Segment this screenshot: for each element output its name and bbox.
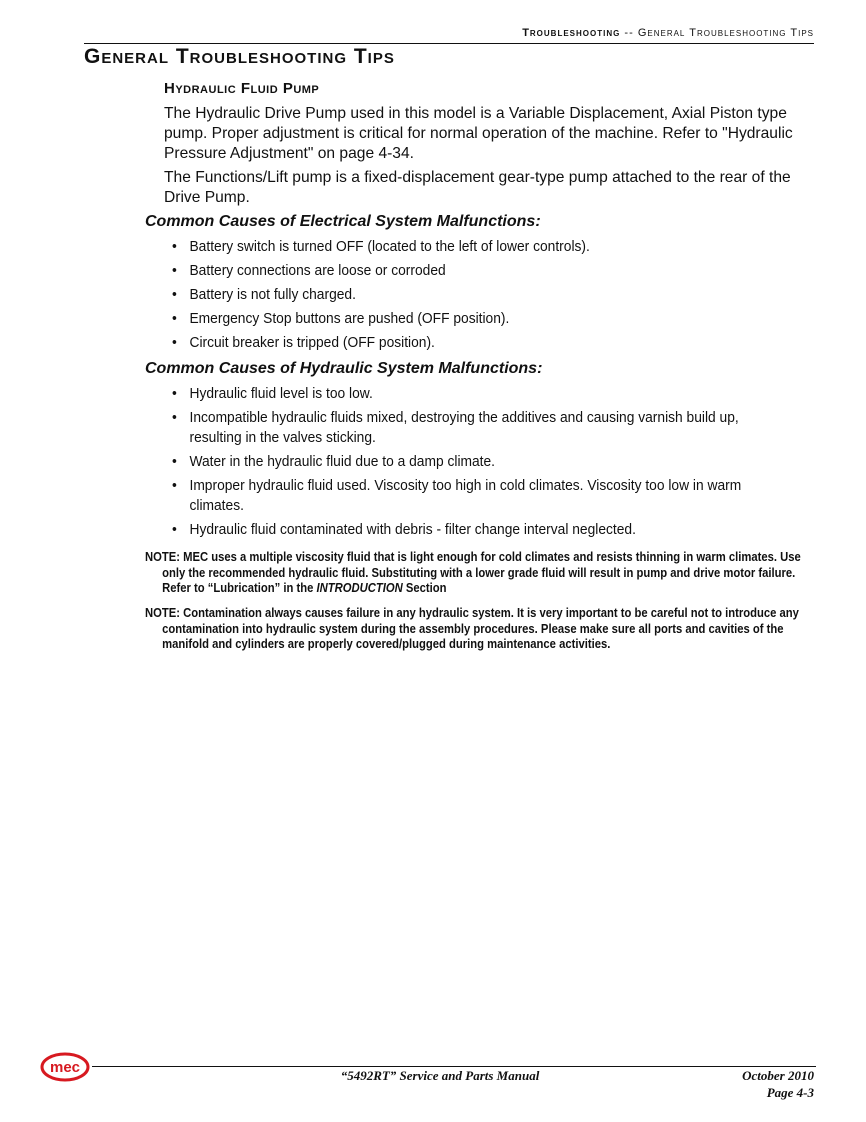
list-item: • Hydraulic fluid contaminated with debris - filter change interval neglected. bbox=[172, 520, 770, 540]
footer-rule bbox=[92, 1066, 816, 1067]
note-text-end: Section bbox=[402, 581, 447, 596]
list-item: • Hydraulic fluid level is too low. bbox=[172, 384, 770, 404]
list-item: • Circuit breaker is tripped (OFF position). bbox=[172, 333, 770, 353]
list-item: • Emergency Stop buttons are pushed (OFF position). bbox=[172, 309, 770, 329]
pump-paragraph-1: The Hydraulic Drive Pump used in this model is a Variable Displacement, Axial Piston type pump. Proper adjustment is critical for normal operation of the machine. Refer to "Hydraulic Pressure Adjustment" on page 4-34. bbox=[164, 105, 793, 162]
mec-logo-icon bbox=[40, 1052, 90, 1082]
section-heading-hydraulic-fluid-pump: Hydraulic Fluid Pump bbox=[164, 80, 320, 97]
note-contamination bbox=[145, 606, 817, 653]
pump-paragraph-2: The Functions/Lift pump is a fixed-displacement gear-type pump attached to the rear of the Drive Pump. bbox=[164, 169, 791, 206]
footer-page-number: Page 4-3 bbox=[766, 1085, 814, 1100]
electrical-causes-heading: Common Causes of Electrical System Malfunctions: bbox=[145, 213, 541, 230]
header-rule bbox=[84, 43, 814, 44]
page-title: General Troubleshooting Tips bbox=[84, 45, 395, 68]
list-item: • Improper hydraulic fluid used. Viscosity too high in cold climates. Viscosity too low in warm climates. bbox=[172, 476, 770, 516]
note-viscosity bbox=[145, 550, 817, 597]
note-label: NOTE: bbox=[145, 550, 181, 564]
hydraulic-causes-heading: Common Causes of Hydraulic System Malfunctions: bbox=[145, 360, 543, 377]
note-text: MEC uses a multiple viscosity fluid that is light enough for cold climates and resists thinning in warm climates. Use only the recommended hydraulic fluid. Substituting with a lower grade fluid will result in pump and drive motor failure. Refer to “Lubrication” in the bbox=[162, 550, 801, 596]
electrical-causes-list bbox=[172, 237, 770, 357]
note-emphasis: INTRODUCTION bbox=[316, 581, 403, 596]
note-text: Contamination always causes failure in any hydraulic system. It is very important to be careful not to introduce any contamination into hydraulic system during the assembly procedures. Please make sure all ports and cavities of the manifold and cylinders are properly covered/plugged during maintenance activities. bbox=[162, 606, 799, 652]
footer-date: October 2010 bbox=[742, 1068, 814, 1083]
list-item: • Water in the hydraulic fluid due to a damp climate. bbox=[172, 452, 770, 472]
running-header-separator: -- bbox=[620, 27, 638, 39]
running-header bbox=[522, 27, 814, 39]
list-item: • Battery switch is turned OFF (located to the left of lower controls). bbox=[172, 237, 770, 257]
running-header-topic: General Troubleshooting Tips bbox=[637, 27, 814, 39]
logo-text: mec bbox=[49, 1059, 81, 1076]
list-item: • Battery is not fully charged. bbox=[172, 285, 770, 305]
footer-manual-title: “5492RT” Service and Parts Manual bbox=[340, 1068, 540, 1083]
note-label: NOTE: bbox=[145, 606, 181, 620]
hydraulic-causes-list bbox=[172, 384, 770, 544]
list-item: • Incompatible hydraulic fluids mixed, destroying the additives and causing varnish build up, resulting in the valves sticking. bbox=[172, 408, 770, 448]
running-header-section: Troubleshooting bbox=[522, 27, 621, 39]
list-item: • Battery connections are loose or corroded bbox=[172, 261, 770, 281]
